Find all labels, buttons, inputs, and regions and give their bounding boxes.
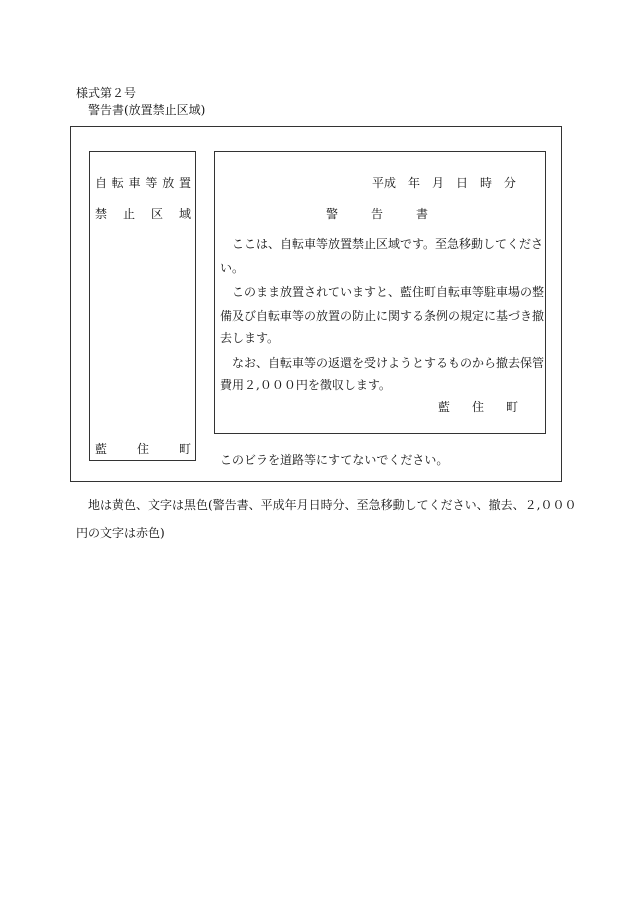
- left-panel-line2: [95, 207, 191, 221]
- left-char: 町: [178, 442, 191, 456]
- notice-para3-line1: なお、自転車等の返還を受けようとするものから撤去保管: [232, 356, 545, 370]
- notice-para2-line3: 去します。: [220, 331, 280, 345]
- notice-para1-line1: ここは、自転車等放置禁止区域です。至急移動してくださ: [232, 237, 544, 251]
- left-char: 禁: [95, 207, 108, 221]
- left-panel-line1: [95, 176, 191, 190]
- left-char: 域: [178, 207, 191, 221]
- left-char: 転: [111, 176, 124, 190]
- color-note-line1: 地は黄色、文字は黒色(警告書、平成年月日時分、至急移動してください、撤去、２,０００: [88, 498, 577, 512]
- left-char: 置: [178, 176, 191, 190]
- datetime-label: 日: [455, 176, 468, 190]
- heading-char: 告: [370, 207, 383, 221]
- notice-heading: [326, 207, 428, 221]
- datetime-label: 時: [479, 176, 492, 190]
- heading-char: 書: [415, 207, 428, 221]
- datetime-label: 平成: [372, 176, 397, 190]
- left-char: 止: [122, 207, 135, 221]
- datetime-label: 月: [431, 176, 444, 190]
- datetime-label: 年: [407, 176, 420, 190]
- heading-char: 警: [326, 207, 339, 221]
- bottom-message: このビラを道路等にすてないでください。: [220, 453, 449, 467]
- left-char: 放: [162, 176, 175, 190]
- notice-para1-line2: い。: [220, 261, 245, 275]
- notice-datetime: [372, 176, 516, 190]
- left-panel: [89, 151, 196, 461]
- notice-para2-line2: 備及び自転車等の放置の防止に関する条例の規定に基づき撤: [220, 309, 545, 323]
- signature-char: 町: [505, 400, 518, 414]
- signature-char: 住: [471, 400, 484, 414]
- form-title: 警告書(放置禁止区域): [88, 103, 206, 117]
- notice-signature: [438, 400, 518, 414]
- left-char: 等: [145, 176, 158, 190]
- left-char: 車: [128, 176, 141, 190]
- datetime-label: 分: [503, 176, 516, 190]
- notice-para2-line1: このまま放置されていますと、藍住町自転車等駐車場の整: [232, 285, 545, 299]
- color-note-line2: 円の文字は赤色): [76, 526, 165, 540]
- left-char: 住: [136, 442, 149, 456]
- left-char: 区: [150, 207, 163, 221]
- left-panel-footer: [95, 442, 191, 456]
- form-number: 様式第２号: [76, 86, 137, 100]
- left-char: 自: [95, 176, 108, 190]
- left-char: 藍: [95, 442, 108, 456]
- notice-para3-line2: 費用２,０００円を徴収します。: [220, 378, 391, 392]
- signature-char: 藍: [438, 400, 451, 414]
